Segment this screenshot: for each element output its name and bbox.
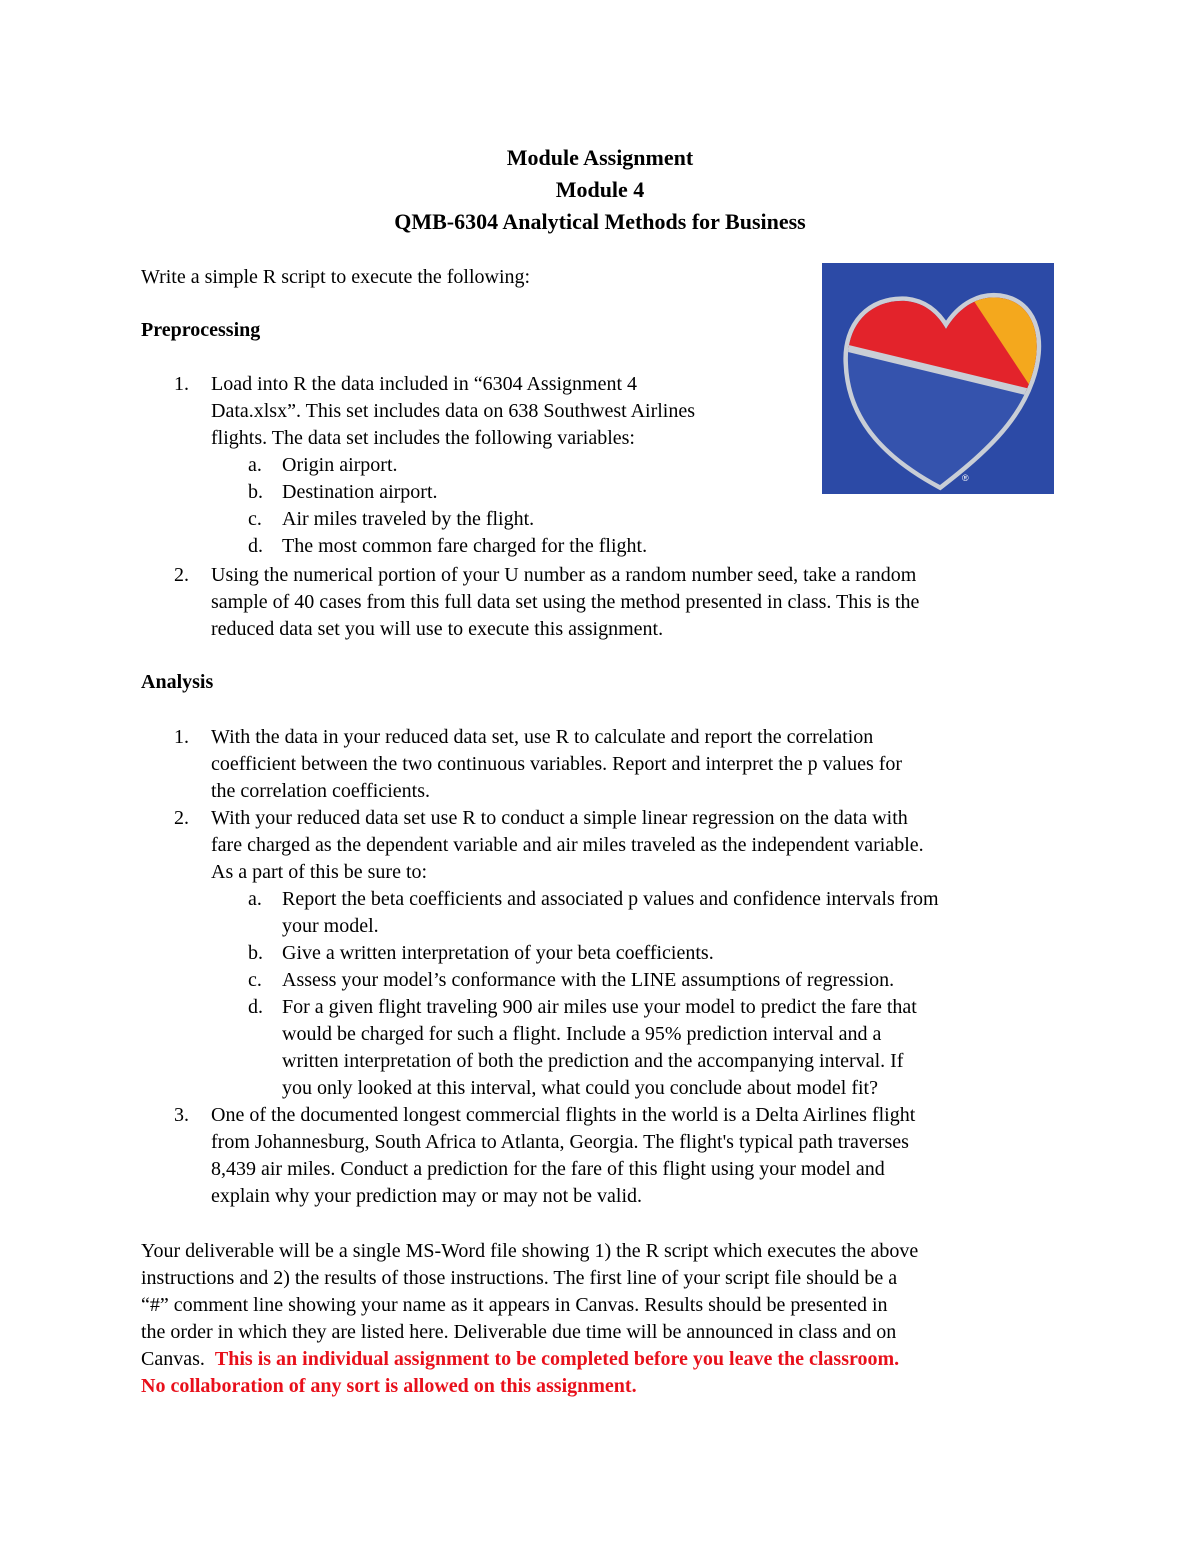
deliverable-canvas-text: Canvas.: [141, 1348, 215, 1370]
analysis-subitem-d-line: would be charged for such a flight. Include a 95% prediction interval and a: [282, 1023, 882, 1045]
title-course: QMB-6304 Analytical Methods for Business: [394, 209, 806, 234]
pre-subitem-origin: Origin airport.: [282, 454, 398, 476]
southwest-heart-logo: [822, 263, 1054, 494]
pre-item-2-line: reduced data set you will use to execute this assignment.: [211, 618, 664, 640]
analysis-subitem-letter: d.: [248, 996, 263, 1018]
deliverable-line: instructions and 2) the results of those instructions. The first line of your script file should be a: [141, 1267, 898, 1289]
analysis-subitem-d-line: written interpretation of both the prediction and the accompanying interval. If: [282, 1050, 904, 1072]
analysis-item-2-line: With your reduced data set use R to conduct a simple linear regression on the data with: [211, 807, 908, 829]
analysis-subitem-d-line: you only looked at this interval, what could you conclude about model fit?: [282, 1077, 878, 1099]
heart-logo-graphic: [822, 263, 1054, 494]
analysis-item-3-line: One of the documented longest commercial flights in the world is a Delta Airlines flight: [211, 1104, 916, 1126]
analysis-item-3-line: 8,439 air miles. Conduct a prediction for the fare of this flight using your model and: [211, 1158, 885, 1180]
deliverable-line: the order in which they are listed here. Deliverable due time will be announced in class and on: [141, 1321, 897, 1343]
analysis-heading: Analysis: [141, 671, 214, 693]
title-module-number: Module 4: [555, 177, 645, 202]
analysis-item-3-line: from Johannesburg, South Africa to Atlanta, Georgia. The flight's typical path traverses: [211, 1131, 909, 1153]
pre-item-2-line: sample of 40 cases from this full data set using the method presented in class. This is the: [211, 591, 920, 613]
registered-mark: ®: [962, 473, 969, 483]
analysis-item-1-line: With the data in your reduced data set, use R to calculate and report the correlation: [211, 726, 874, 748]
pre-item-2-number: 2.: [174, 564, 189, 586]
title-module-assignment: Module Assignment: [506, 145, 694, 170]
analysis-subitem-d-line: For a given flight traveling 900 air miles use your model to predict the fare that: [282, 996, 917, 1018]
pre-subitem-letter: b.: [248, 481, 263, 503]
pre-subitem-letter: a.: [248, 454, 262, 476]
pre-item-1-number: 1.: [174, 373, 189, 395]
pre-subitem-air-miles: Air miles traveled by the flight.: [282, 508, 535, 530]
pre-item-1-line: Data.xlsx”. This set includes data on 638 Southwest Airlines: [211, 400, 696, 422]
deliverable-last-line: [141, 1346, 899, 1373]
analysis-subitem-a-line: your model.: [282, 915, 379, 937]
analysis-subitem-c-line: Assess your model’s conformance with the LINE assumptions of regression.: [282, 969, 895, 991]
analysis-subitem-a-line: Report the beta coefficients and associated p values and confidence intervals from: [282, 888, 939, 910]
analysis-subitem-letter: b.: [248, 942, 263, 964]
analysis-item-3-line: explain why your prediction may or may not be valid.: [211, 1185, 643, 1207]
warning-individual-assignment: This is an individual assignment to be completed before you leave the classroom.: [214, 1348, 900, 1370]
pre-subitem-destination: Destination airport.: [282, 481, 438, 503]
analysis-item-3-number: 3.: [174, 1104, 189, 1126]
intro-text: Write a simple R script to execute the following:: [141, 266, 531, 288]
analysis-item-1-line: coefficient between the two continuous variables. Report and interpret the p values for: [211, 753, 903, 775]
analysis-item-2-line: As a part of this be sure to:: [211, 861, 428, 883]
analysis-item-2-number: 2.: [174, 807, 189, 829]
pre-subitem-letter: d.: [248, 535, 263, 557]
pre-item-2-line: Using the numerical portion of your U number as a random number seed, take a random: [211, 564, 917, 586]
analysis-item-2-line: fare charged as the dependent variable and air miles traveled as the independent variable.: [211, 834, 924, 856]
pre-subitem-letter: c.: [248, 508, 262, 530]
pre-subitem-fare: The most common fare charged for the flight.: [282, 535, 648, 557]
pre-item-1-line: Load into R the data included in “6304 Assignment 4: [211, 373, 638, 395]
analysis-item-1-line: the correlation coefficients.: [211, 780, 430, 802]
analysis-subitem-letter: a.: [248, 888, 262, 910]
deliverable-line: “#” comment line showing your name as it appears in Canvas. Results should be presented in: [141, 1294, 888, 1316]
analysis-item-1-number: 1.: [174, 726, 189, 748]
preprocessing-heading: Preprocessing: [141, 319, 261, 341]
deliverable-line: Your deliverable will be a single MS-Word file showing 1) the R script which executes the above: [141, 1240, 919, 1262]
pre-item-1-line: flights. The data set includes the following variables:: [211, 427, 635, 449]
analysis-subitem-b-line: Give a written interpretation of your beta coefficients.: [282, 942, 714, 964]
analysis-subitem-letter: c.: [248, 969, 262, 991]
warning-no-collaboration: No collaboration of any sort is allowed on this assignment.: [141, 1375, 637, 1397]
